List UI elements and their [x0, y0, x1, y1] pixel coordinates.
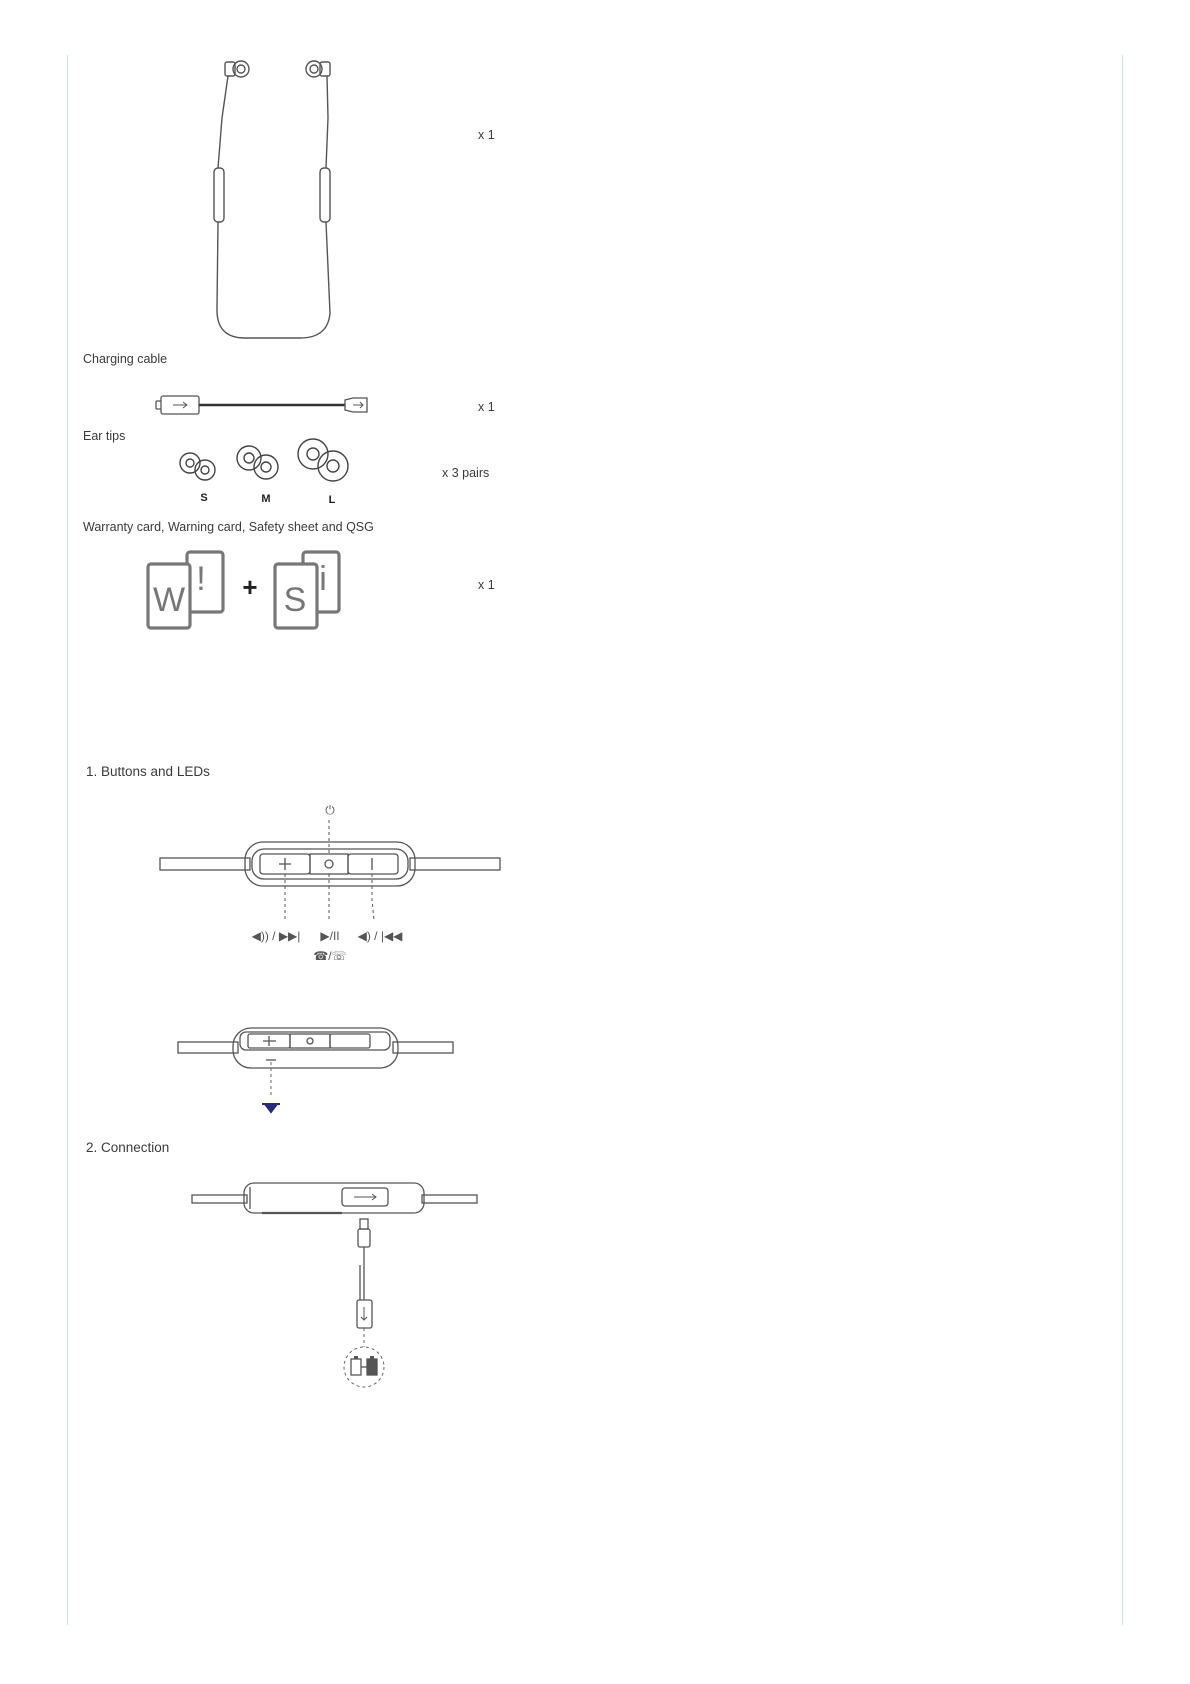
cards-label: Warranty card, Warning card, Safety sheet and QSG — [83, 520, 374, 534]
connection-diagram — [192, 1175, 482, 1400]
buttons-leds-heading: 1. Buttons and LEDs — [86, 764, 210, 779]
ear-tip-size-l: L — [328, 494, 336, 506]
ear-tips-illustration — [175, 438, 365, 508]
volume-down-prev-icon: ◀) / |◀◀ — [357, 929, 403, 943]
remote-front-diagram — [160, 800, 500, 975]
call-icon: ☎/☏ — [313, 949, 347, 963]
warranty-card-letter: W — [152, 581, 186, 619]
plus-sign: + — [242, 572, 258, 602]
ear-tip-size-m: M — [261, 493, 271, 505]
ear-tips-label: Ear tips — [83, 429, 126, 443]
ear-tip-size-s: S — [200, 492, 208, 504]
cards-quantity: x 1 — [478, 578, 495, 592]
cards-illustration — [145, 550, 355, 630]
power-icon: ⏻ — [325, 803, 335, 817]
qsg-info-symbol: i — [319, 560, 327, 598]
remote-led-diagram — [178, 1018, 458, 1118]
headset-quantity: x 1 — [478, 128, 495, 142]
warning-card-symbol: ! — [196, 560, 206, 598]
safety-sheet-letter: S — [283, 581, 307, 619]
charging-cable-label: Charging cable — [83, 352, 168, 366]
page-border-right — [1122, 55, 1123, 1625]
play-pause-icon: ▶/II — [320, 929, 340, 943]
page-border-left — [67, 55, 68, 1625]
ear-tips-quantity: x 3 pairs — [442, 466, 490, 480]
charging-cable-illustration — [155, 393, 370, 417]
connection-heading: 2. Connection — [86, 1140, 170, 1155]
charging-cable-quantity: x 1 — [478, 400, 495, 414]
charging-battery-icon — [344, 1347, 384, 1387]
headset-illustration — [210, 58, 350, 348]
volume-up-next-icon: ◀)) / ▶▶| — [251, 929, 301, 943]
